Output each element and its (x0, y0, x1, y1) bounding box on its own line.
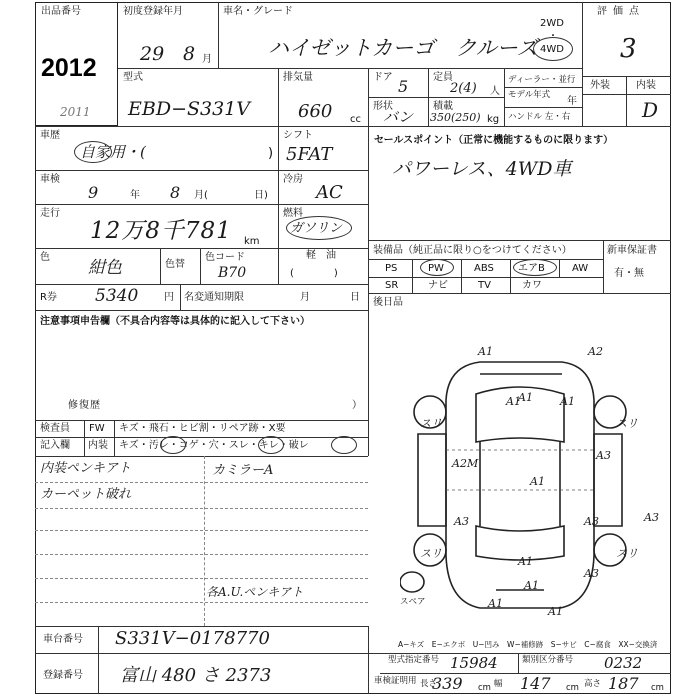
warranty-label: 新車保証書 (607, 245, 657, 256)
diagram-mark: スリ (616, 417, 638, 430)
fw-label: FW (89, 423, 105, 434)
load-label: 積載 (433, 101, 453, 112)
model-year-unit: 年 (567, 96, 577, 107)
diagram-mark: A3 (584, 567, 599, 580)
model-label: 型式 (123, 72, 143, 83)
name-change-month: 月 (300, 292, 310, 303)
lot-scribble: 2011 (60, 105, 91, 119)
kg-unit: kg (487, 114, 500, 125)
class-value: 0232 (604, 654, 643, 672)
shape-label: 形状 (373, 101, 393, 112)
cert-label: 車検証明用 (374, 676, 417, 686)
history-label: 車歴 (40, 130, 60, 141)
r-ticket-unit: 円 (164, 292, 174, 303)
color-label: 色 (40, 252, 50, 263)
aircon-value: AC (316, 182, 343, 203)
note-mirror: カミラーA (212, 463, 274, 478)
handle-label: ハンドル 左・右 (508, 112, 571, 122)
later-items-label: 後日品 (373, 297, 403, 308)
equip-abs: ABS (474, 263, 494, 274)
equip-tv: TV (478, 280, 491, 291)
selling-point-value: パワーレス、4WD車 (392, 158, 572, 180)
first-reg-month: 8 (183, 43, 196, 65)
equip-sr: SR (385, 280, 399, 291)
warranty-value: 有・無 (614, 268, 644, 279)
repair-close: ） (352, 400, 362, 411)
shift-value: 5FAT (286, 144, 333, 165)
color-code-value: B70 (218, 265, 247, 281)
type-number-value: 15984 (450, 654, 498, 672)
drive-dot: ・ (548, 31, 558, 42)
diagram-mark: A3 (454, 515, 469, 528)
inspector-label-1: 検査員 (40, 423, 70, 434)
height-label: 高さ (584, 679, 602, 689)
interior-grade: D (642, 98, 659, 122)
fuel-gasoline: ガソリン (290, 221, 343, 236)
score-label: 評価点 (597, 6, 645, 17)
registration-label: 登録番号 (43, 670, 83, 681)
diagram-mark: スリ (420, 547, 442, 560)
diagram-mark: A1 (518, 391, 533, 404)
inspection-month-unit: 月( (194, 190, 208, 201)
load-value: 350(250) (430, 111, 481, 124)
door-value: 5 (398, 77, 409, 96)
note-carpet-torn: カーペット破れ (40, 487, 132, 502)
class-label: 類別区分番号 (522, 655, 574, 665)
width-label: 幅 (494, 679, 503, 689)
equip-airbag: エアB (518, 263, 545, 274)
drive-2wd: 2WD (540, 18, 564, 29)
first-reg-label: 初度登録年月 (123, 6, 183, 17)
inspection-day-unit: 日) (254, 190, 268, 201)
name-change-day: 日 (350, 292, 360, 303)
diagram-mark: A1 (524, 579, 539, 592)
chassis-value: S331V−0178770 (115, 628, 270, 649)
diagram-mark: A1 (478, 345, 493, 358)
length-unit: cm (478, 683, 491, 693)
lot-year-stamp: 2012 (41, 54, 97, 82)
diagram-mark: A1 (518, 555, 533, 568)
inspection-year-unit: 年 (130, 190, 140, 201)
inspector-label-2: 記入欄 (40, 440, 70, 451)
equip-pw-circle (420, 259, 454, 276)
seat-value: 2(4) (450, 81, 477, 96)
drive-4wd: 4WD (540, 44, 564, 55)
equip-airbag-circle (513, 259, 557, 276)
registration-value: 富山 480 さ 2373 (120, 665, 272, 686)
equip-leather: カワ (522, 280, 542, 291)
color-code-label: 色コード (205, 252, 245, 263)
color-change-label: 色替 (165, 259, 185, 270)
diagram-mark: A1 (506, 395, 521, 408)
first-reg-year: 29 (140, 43, 165, 65)
color-value: 紺色 (88, 258, 122, 278)
inspection-month: 8 (170, 183, 181, 202)
notice-label: 注意事項申告欄（不具合内容等は具体的に記入して下さい） (40, 316, 310, 327)
seat-label: 定員 (433, 72, 453, 83)
vehicle-name-value: ハイゼットカーゴ クルーズ (268, 36, 538, 60)
mileage-label: 走行 (40, 208, 60, 219)
chassis-label: 車台番号 (43, 634, 83, 645)
spare-label: スペア (400, 597, 426, 607)
diagram-mark: A3 (644, 511, 659, 524)
fuel-light-oil: 軽 油 (306, 250, 336, 261)
diagram-mark: A3 (584, 515, 599, 528)
equip-ps: PS (385, 263, 398, 274)
fuel-gasoline-circle (286, 216, 352, 240)
diagram-mark: A1 (548, 605, 563, 618)
shape-value: バン (383, 108, 414, 126)
cc-unit: cc (350, 114, 361, 125)
r-ticket-value: 5340 (95, 286, 139, 306)
aircon-label: 冷房 (283, 174, 303, 185)
inspection-year: 9 (88, 183, 99, 202)
drive-4wd-circle (533, 37, 573, 61)
note-interior-paint: 内装ペンキアト (40, 461, 132, 476)
fw-items: キズ・飛石・ヒビ割・リペア跡・X要 (119, 423, 286, 434)
interior-check-items: キズ・汚レ・コゲ・穴・スレ・キレ・破レ (119, 440, 309, 451)
history-close: ) (268, 146, 274, 161)
model-value: EBD−S331V (128, 98, 250, 120)
damage-legend: A−キズ E−エクボ U−凹み W−補修跡 S−サビ C−腐食 XX−交換済 (398, 640, 658, 649)
type-number-label: 型式指定番号 (388, 655, 440, 665)
diagram-mark: スリ (616, 547, 638, 560)
width-unit: cm (566, 683, 579, 693)
shift-label: シフト (283, 130, 313, 141)
first-reg-month-unit: 月 (202, 54, 212, 65)
height-unit: cm (651, 683, 664, 693)
inspection-label: 車検 (40, 174, 60, 185)
equip-navi: ナビ (428, 280, 448, 291)
equipment-label: 装備品（純正品に限り○をつけてください） (373, 245, 572, 256)
length-value: 339 (432, 674, 463, 693)
history-private-circle (74, 141, 112, 163)
diagram-mark: A2 (588, 345, 603, 358)
r-ticket-label: R券 (40, 292, 57, 303)
diagram-mark: A2M (452, 457, 479, 470)
displacement-label: 排気量 (283, 72, 313, 83)
dealer-label: ディーラー・並行 (508, 75, 576, 85)
interior-check-label: 内装 (88, 440, 108, 451)
score-value: 3 (620, 34, 637, 64)
tear-circle (331, 436, 357, 454)
lot-label: 出品番号 (41, 6, 81, 17)
seat-unit: 人 (490, 86, 500, 97)
name-change-label: 名変通知期限 (184, 292, 244, 303)
diagram-mark: A1 (530, 475, 545, 488)
scuff-circle (258, 436, 284, 454)
fuel-label: 燃料 (283, 208, 303, 219)
selling-point-label: セールスポイント（正常に機能するものに限ります） (374, 135, 614, 146)
diagram-mark: A1 (560, 395, 575, 408)
mileage-value: 12万8千781 (90, 218, 232, 244)
diagram-mark: A3 (596, 449, 611, 462)
equip-pw: PW (428, 263, 444, 274)
note-paint-marks: 各A.U.ペンキアト (206, 585, 304, 599)
width-value: 147 (520, 674, 551, 693)
model-year-label: モデル年式 (508, 90, 551, 100)
interior-label: 内装 (636, 80, 656, 91)
door-label: ドア (373, 72, 393, 83)
equip-aw: AW (572, 263, 589, 274)
repair-label: 修復歴 (68, 400, 101, 411)
height-value: 187 (608, 674, 639, 693)
history-value: 自家用・( (80, 143, 146, 161)
displacement-value: 660 (298, 101, 333, 122)
dirt-circle (160, 436, 186, 454)
km-unit: km (244, 236, 260, 247)
diagram-mark: A1 (488, 597, 503, 610)
diagram-mark: スリ (420, 417, 442, 430)
vehicle-name-label: 車名・グレード (223, 6, 293, 17)
exterior-label: 外装 (590, 80, 610, 91)
fuel-paren: ( ) (290, 268, 338, 279)
length-label: 長さ (420, 679, 438, 689)
